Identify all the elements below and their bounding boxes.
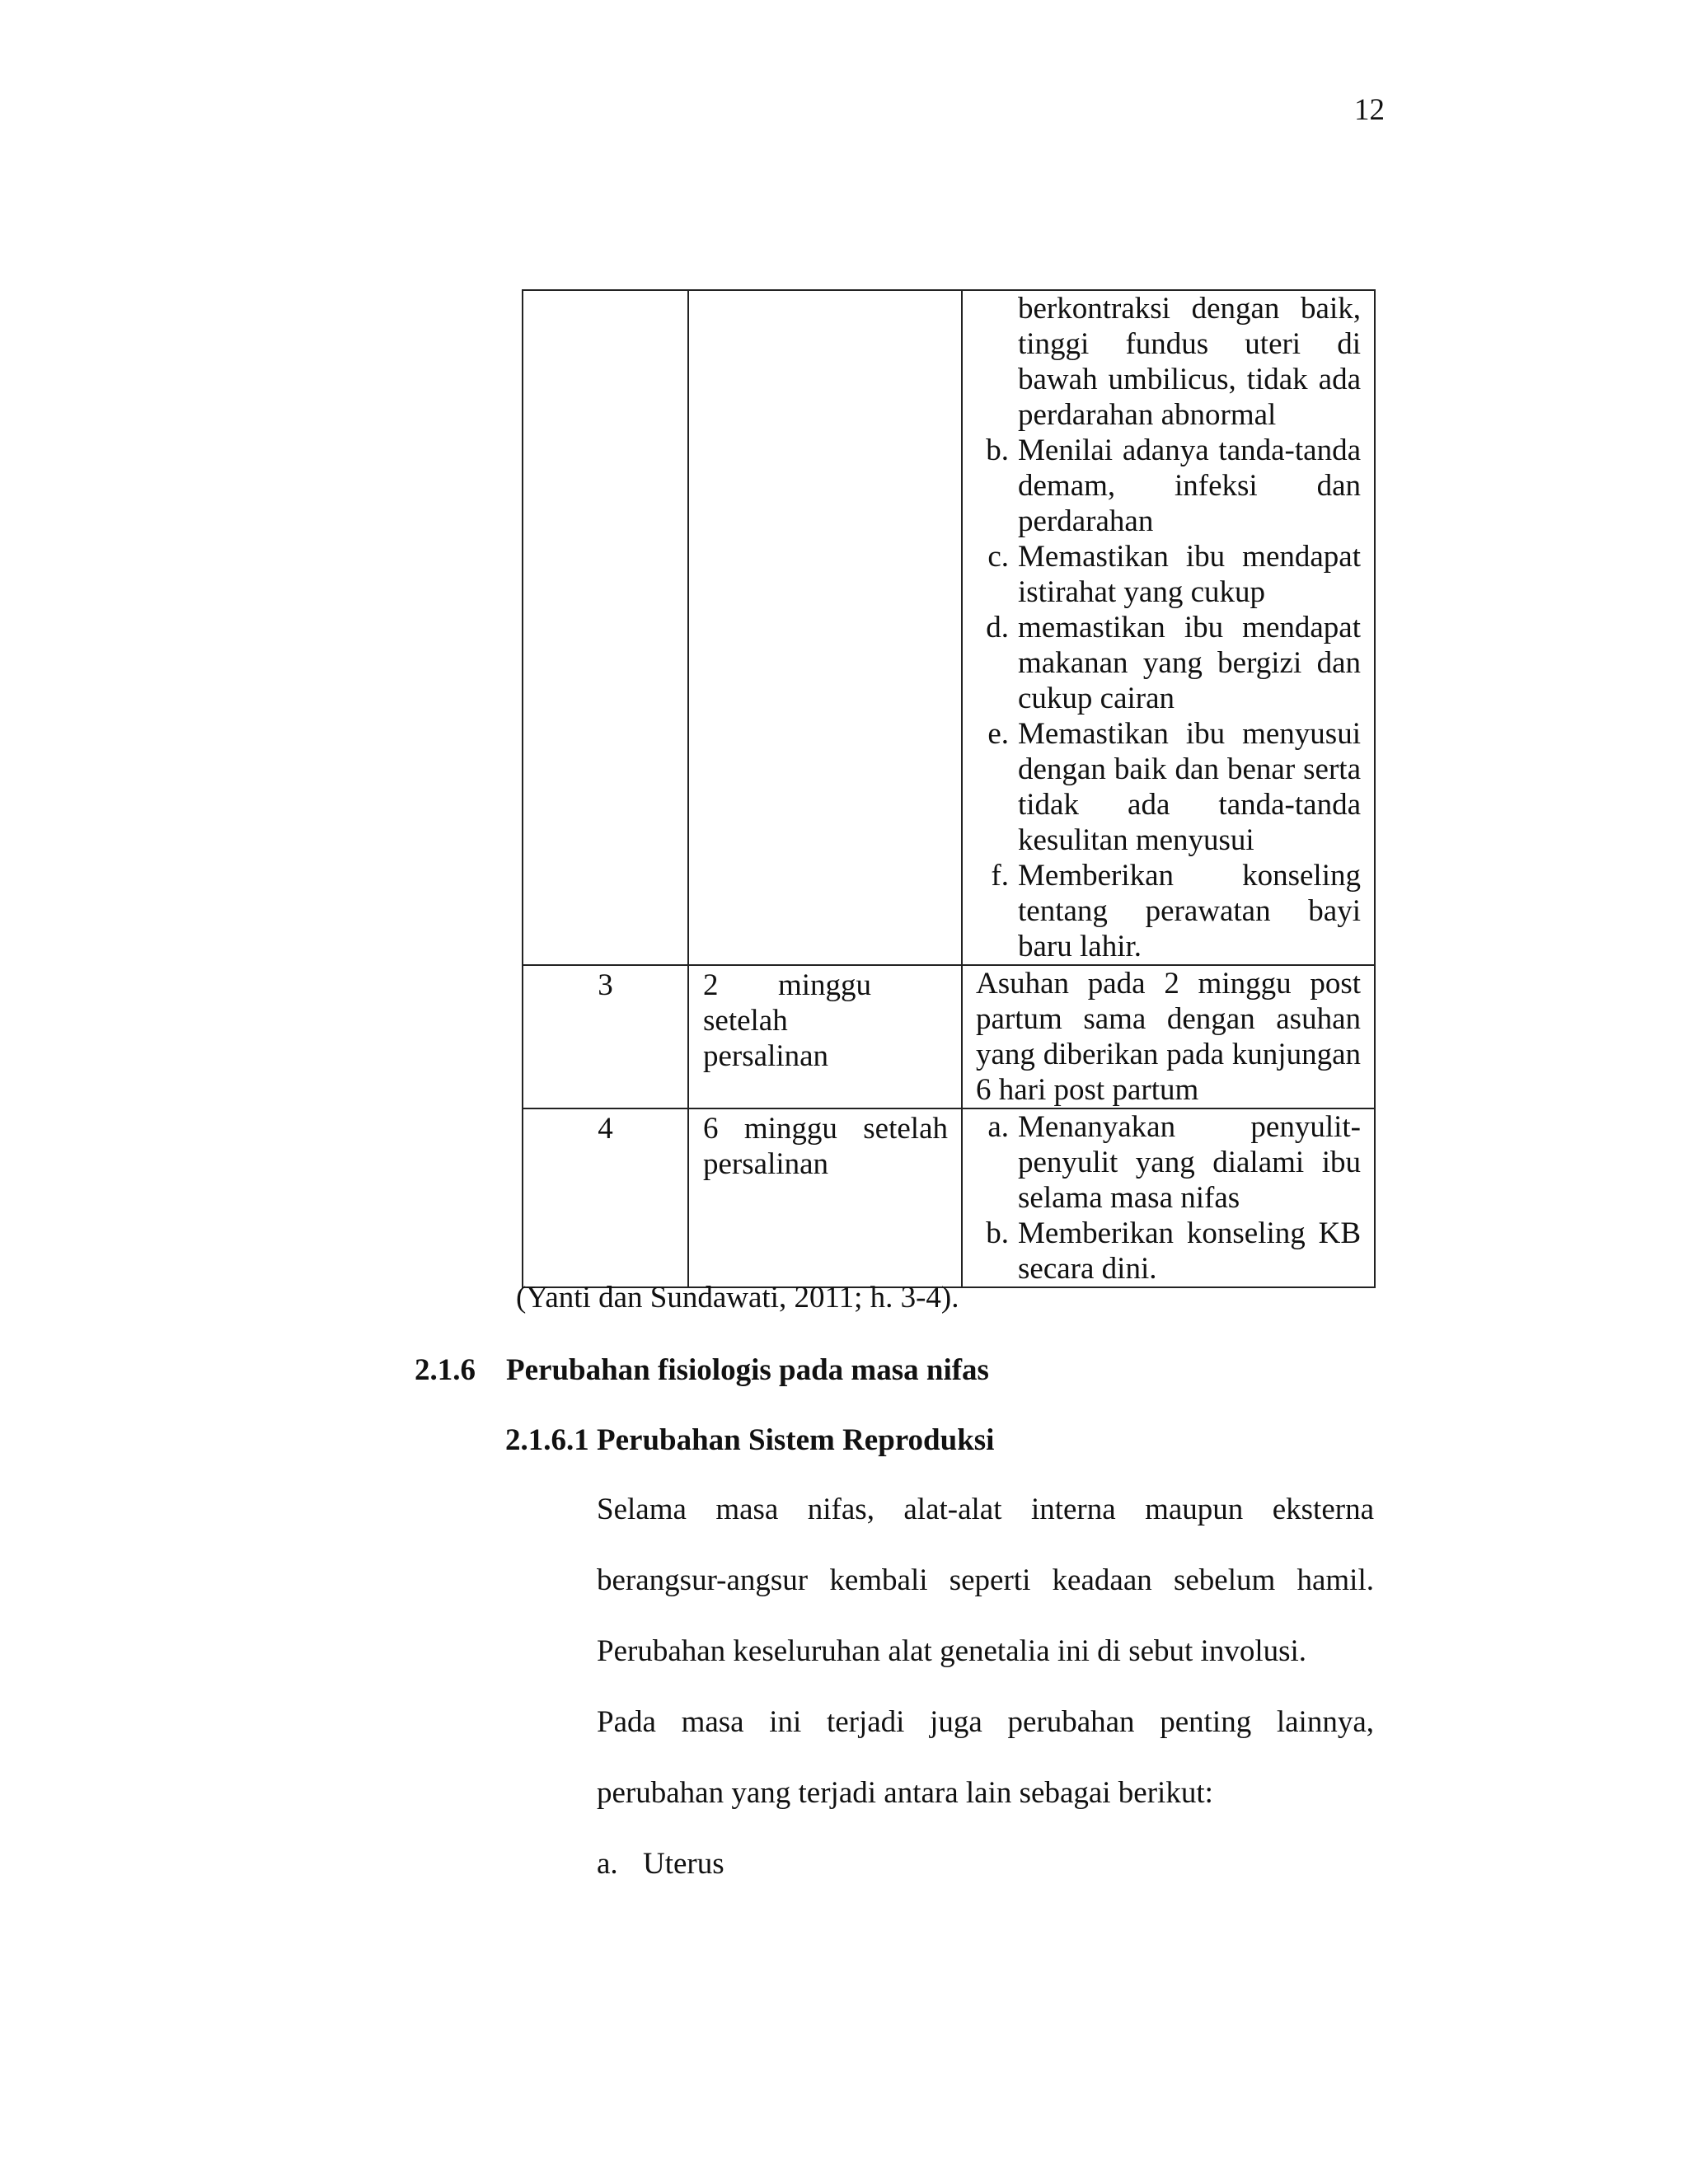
list-item: [976, 1109, 1361, 1216]
list-item: [976, 539, 1361, 610]
text-line: perdarahan abnormal: [1018, 398, 1277, 432]
table-cell-time: [688, 1108, 962, 1287]
text-line: tidak ada tanda-tanda: [1018, 788, 1361, 822]
text-line: Memberikan konseling: [1018, 859, 1361, 893]
text-line: berkontraksi dengan baik,: [1018, 292, 1361, 326]
body-line: berangsur-angsur kembali seperti keadaan sebelum hamil.: [597, 1563, 1374, 1597]
text-line: persalinan: [703, 1147, 829, 1181]
time-line: [703, 968, 948, 1003]
text-line: Memberikan konseling KB: [1018, 1216, 1361, 1250]
list-marker: e.: [987, 717, 1009, 751]
text-line: 6 hari post partum: [976, 1073, 1199, 1107]
body-line: Selama masa nifas, alat-alat interna maupun eksterna: [597, 1493, 1374, 1526]
table-row: [523, 290, 1375, 965]
text-fragment: 2: [703, 968, 719, 1002]
list-marker: a.: [987, 1110, 1009, 1144]
subsection-heading: 2.1.6.1 Perubahan Sistem Reproduksi: [505, 1423, 995, 1457]
body-line: perubahan yang terjadi antara lain sebagai berikut:: [597, 1776, 1213, 1810]
text-line: partum sama dengan asuhan: [976, 1002, 1361, 1036]
text-line: memastikan ibu mendapat: [1018, 611, 1361, 644]
table-cell-content: [962, 1108, 1375, 1287]
text-line: cukup cairan: [1018, 682, 1175, 715]
care-list: [976, 1109, 1361, 1286]
body-line: Pada masa ini terjadi juga perubahan penting lainnya,: [597, 1705, 1374, 1739]
text-line: bawah umbilicus, tidak ada: [1018, 363, 1361, 396]
text-line: Memastikan ibu mendapat: [1018, 540, 1361, 574]
text-line: baru lahir.: [1018, 930, 1142, 963]
text-line: persalinan: [703, 1039, 829, 1073]
list-marker: b.: [986, 434, 1009, 467]
text-line: yang diberikan pada kunjungan: [976, 1038, 1361, 1071]
text-line: Menilai adanya tanda-tanda: [1018, 434, 1361, 467]
table-cell-number: [523, 290, 688, 965]
text-line: tentang perawatan bayi: [1018, 894, 1361, 928]
list-item: [976, 610, 1361, 716]
body-line: Perubahan keseluruhan alat genetalia ini di sebut involusi.: [597, 1634, 1307, 1668]
text-line: Menanyakan penyulit-: [1018, 1110, 1361, 1144]
table-cell-number: 3: [523, 965, 688, 1108]
table-cell-number: 4: [523, 1108, 688, 1287]
section-number: 2.1.6: [415, 1353, 476, 1387]
table-row: [523, 1108, 1375, 1287]
list-marker: a.: [597, 1847, 618, 1881]
list-marker: c.: [987, 540, 1009, 574]
list-item: [597, 1846, 724, 1882]
postpartum-visit-table: [522, 289, 1376, 1288]
text-line: perdarahan: [1018, 504, 1154, 538]
text-line: selama masa nifas: [1018, 1181, 1240, 1215]
text-line: kesulitan menyusui: [1018, 823, 1254, 857]
text-line: penyulit yang dialami ibu: [1018, 1146, 1361, 1179]
continued-item-text: [976, 291, 1361, 433]
text-line: Asuhan pada 2 minggu post: [976, 967, 1361, 1001]
page-number: 12: [1354, 93, 1385, 127]
care-list: [976, 433, 1361, 964]
list-item: [976, 716, 1361, 858]
text-line: Memastikan ibu menyusui: [1018, 717, 1361, 751]
table-source-citation: (Yanti dan Sundawati, 2011; h. 3-4).: [516, 1281, 959, 1315]
list-marker: f.: [991, 859, 1009, 893]
body-paragraphs: [597, 1492, 1374, 1887]
text-fragment: minggu: [777, 968, 871, 1002]
text-line: tinggi fundus uteri di: [1018, 327, 1361, 361]
section-heading: [415, 1352, 989, 1388]
table-cell-content: [962, 965, 1375, 1108]
list-item: [976, 433, 1361, 539]
text-line: dengan baik dan benar serta: [1018, 752, 1361, 786]
text-line: secara dini.: [1018, 1252, 1157, 1286]
section-title: Perubahan fisiologis pada masa nifas: [506, 1353, 989, 1387]
list-item-text: Uterus: [643, 1847, 724, 1881]
list-item: [976, 858, 1361, 964]
table-row: [523, 965, 1375, 1108]
text-line: istirahat yang cukup: [1018, 575, 1266, 609]
text-line: makanan yang bergizi dan: [1018, 646, 1361, 680]
text-line: 6 minggu setelah: [703, 1112, 948, 1146]
table-cell-time: [688, 290, 962, 965]
text-line: demam, infeksi dan: [1018, 469, 1361, 503]
list-marker: d.: [986, 611, 1009, 644]
table-cell-time: [688, 965, 962, 1108]
list-item: [976, 1216, 1361, 1286]
text-line: setelah: [703, 1004, 788, 1038]
list-marker: b.: [986, 1216, 1009, 1250]
table-cell-content: [962, 290, 1375, 965]
